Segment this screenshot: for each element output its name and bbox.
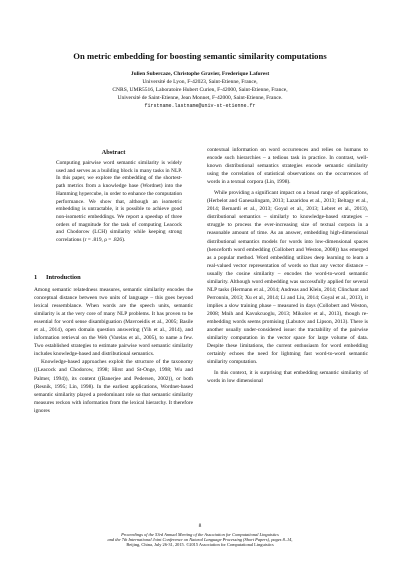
intro-paragraph-2: Knowledge-based approaches exploit the structure of the taxonomy ((Leacock and Chodorow, 1998; Hirst and St-Onge, 1998; Wu and Palmer, 1994)), its content ((Banerjee and Pedersen, 2002)), or both (Resnik, 1995; Lin, 1998). In the earliest applications, Wordnet-based semantic similarity played a predominant role so that semantic similarity measures reckon with information from the lexical hierarchy. It therefore ignores bbox=[34, 359, 193, 414]
section-heading bbox=[34, 274, 193, 281]
right-paragraph-3: In this context, it is surprising that embedding semantic similarity of words in low dimensional bbox=[207, 370, 368, 385]
right-column-body bbox=[207, 146, 368, 385]
affiliation-line-1: Université de Lyon, F-42023, Saint-Etienne, France, bbox=[142, 79, 258, 85]
section-number: 1 bbox=[34, 274, 38, 281]
author-block bbox=[20, 70, 380, 110]
page-number: 8 bbox=[198, 523, 202, 529]
footer-line-1: Proceedings of the 53rd Annual Meeting of the Association for Computational Linguistics bbox=[121, 532, 279, 537]
introduction-body bbox=[34, 286, 193, 415]
right-paragraph-2: While providing a significant impact on a broad range of applications, (Herbelot and Ganesalingam, 2013; Lazaridou et al., 2013; Beltagy et al., 2014; Bernardi et al., 2013; Goyal et al., 2013; Lebret et al., 2013), distributional semantics – similarly to knowledge-based strategies – struggle to process the ever-increasing size of textual corpora in a reasonable amount of time. As an answer, embedding high-dimensional distributional semantics models for words into low-dimensional spaces (henceforth word embedding (Collobert and Weston, 2008)) has emerged as a popular method. Word embedding utilizes deep learning to learn a real-valued vector representation of words so that any vector distance – usually the cosine similarity – encodes the word-to-word semantic similarity. Although word embedding was successfully applied for several NLP tasks (Hermann et al., 2014; Andreas and Klein, 2014; Clinchant and Perronnin, 2013; Xu et al., 2014; Li and Liu, 2014; Goyal et al., 2013), it implies a slow training phase – measured in days (Collobert and Weston, 2008; Mnih and Kavukcuoglu, 2013; Mikolov et al., 2013), though re-embedding words seems promising (Labutov and Lipson, 2013). There is another usually under-considered issue: the tractability of the pairwise similarity computation in the vector space for large volume of data. Despite these limitations, the current enthusiasm for word embedding certainly echoes the need for lightning fast word-to-word semantic similarity computation. bbox=[207, 190, 368, 366]
section-title: Introduction bbox=[46, 274, 81, 281]
abstract-heading: Abstract bbox=[101, 149, 126, 156]
intro-paragraph-1: Among semantic relatedness measures, semantic similarity encodes the conceptual distance between two units of language – this goes beyond lexical ressemblance. When words are the speech units, semantic similarity is at the very core of many NLP problems. It has proven to be essential for word sense disambiguation (Mavroeidis et al., 2005; Basile et al., 2014), open domain question answering (Yih et al., 2014), and information retrieval on the Web (Varelas et al., 2005), to name a few. Two established strategies to estimate pairwise word semantic similarity includes knowledge-based and distributional semantics. bbox=[34, 287, 193, 358]
proceedings-footer bbox=[40, 532, 360, 548]
footer-line-2: and the 7th International Joint Conference on Natural Language Processing (Short Papers), pages 8–14, bbox=[107, 537, 293, 543]
author-email: firstname.lastname@univ-st-etienne.fr bbox=[144, 103, 256, 109]
paper-title: On metric embedding for boosting semantic similarity computations bbox=[73, 51, 327, 61]
affiliation-line-3: Université de Saint-Etienne, Jean Monnet, F-42000, Saint-Etienne, France. bbox=[117, 95, 283, 101]
right-paragraph-1: contextual information on word occurrences and relies on humans to encode such hierarchies – a tedious task in practice. In contrast, well-known distributional semantics strategies encode semantic similarity using the correlation of statistical observations on the occurrences of words in a textual corpora (Lin, 1998). bbox=[207, 147, 368, 186]
footer-line-3: Beijing, China, July 26-31, 2015. ©2015 Association for Computational Linguistics bbox=[126, 542, 274, 548]
affiliation-line-2: CNRS, UMR5516, Laboratoire Hubert Curien, F-42000, Saint-Etienne, France, bbox=[112, 87, 288, 93]
abstract-text: Computing pairwise word semantic similarity is widely used and serves as a building block in many tasks in NLP. In this paper, we explore the embedding of the shortest-path metrics from a knowledge base (Wordnet) into the Hamming hypercube, in order to enhance the computation performance. We show that, although an isometric embedding is untractable, it is possible to achieve good non-isometric embeddings. We report a speedup of three orders of magnitude for the task of computing Leacock and Chodorow (LCH) similarity while keeping strong correlations (r = .819, ρ = .826). bbox=[56, 160, 182, 244]
author-names: Julien Subercaze, Christophe Gravier, Frederique Laforest bbox=[130, 71, 270, 77]
